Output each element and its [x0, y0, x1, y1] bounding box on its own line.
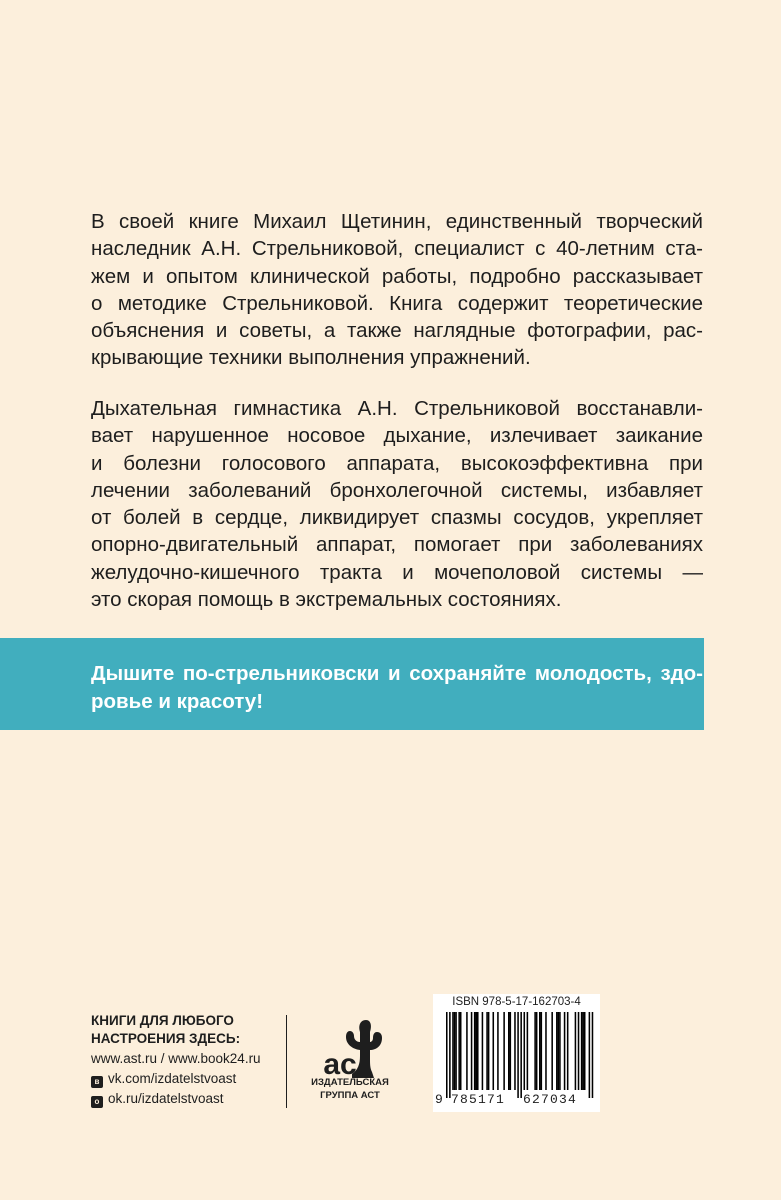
barcode-bar [452, 1012, 454, 1090]
barcode-bar [575, 1012, 577, 1090]
barcode-bar [510, 1012, 512, 1090]
barcode-bar [455, 1012, 457, 1090]
barcode-bar [454, 1012, 456, 1090]
description-paragraph-1 [91, 208, 703, 372]
barcode-bar [567, 1012, 569, 1090]
barcode-bar [536, 1012, 538, 1090]
description-line: наследник А.Н. Стрельниковой, специалист с 40-летним ста- [91, 237, 703, 261]
barcode-bar [471, 1012, 473, 1090]
description-line: о методике Стрельниковой. Книга содержит теоретические [91, 291, 703, 315]
barcode-bar [524, 1012, 526, 1090]
isbn-label: ISBN 978-5-17-162703-4 [452, 996, 581, 1008]
barcode-bar [446, 1012, 448, 1098]
barcode-bar [477, 1012, 479, 1090]
ok-icon: о [91, 1096, 103, 1108]
barcode-bar [551, 1012, 553, 1090]
barcode-bar [589, 1012, 591, 1098]
promo-block [91, 1012, 281, 1108]
barcode-bar [539, 1012, 541, 1090]
barcode-bar [514, 1012, 516, 1090]
barcode-bar [592, 1012, 594, 1098]
description-line: это скорая помощь в экстремальных состояниях. [91, 588, 562, 612]
barcode-bar [474, 1012, 476, 1090]
ean-first-digit: 9 [435, 1092, 445, 1107]
barcode-bar [582, 1012, 584, 1090]
barcode-bar [578, 1012, 580, 1090]
description-line: лечении заболеваний бронхолегочной системы, избавляет [91, 478, 703, 502]
description-line: вает нарушенное носовое дыхание, излечивает заикание [91, 424, 703, 448]
description-line: В своей книге Михаил Щетинин, единственный творческий [91, 210, 703, 233]
description-line: желудочно-кишечного тракта и мочеполовой системы — [91, 560, 703, 584]
barcode-bar [488, 1012, 490, 1090]
barcode-bar [458, 1012, 460, 1090]
description-line: Дыхательная гимнастика А.Н. Стрельниковой восстанавли- [91, 397, 703, 420]
description-line: крывающие техники выполнения упражнений. [91, 346, 531, 370]
promo-heading: КНИГИ ДЛЯ ЛЮБОГО [91, 1013, 234, 1028]
vk-link[interactable] [91, 1070, 281, 1088]
slogan-line: Дышите по-стрельниковски и сохраняйте молодость, здо- [91, 662, 703, 685]
ean-left-group: 785171 [451, 1092, 506, 1107]
barcode-bar [493, 1012, 495, 1090]
divider [286, 1015, 287, 1108]
barcode-bar [584, 1012, 586, 1090]
slogan-text [91, 660, 703, 715]
barcode-bar [460, 1012, 462, 1090]
barcode-bar [486, 1012, 488, 1090]
ean-right-group: 627034 [523, 1092, 578, 1107]
barcode-bar [564, 1012, 566, 1090]
barcode-bar [545, 1012, 547, 1090]
barcode-bar [581, 1012, 583, 1090]
barcode-bar [556, 1012, 558, 1090]
publisher-caption-line: ГРУППА АСТ [320, 1090, 380, 1101]
description-paragraph-2 [91, 395, 703, 613]
slogan-line: ровье и красоту! [91, 689, 264, 713]
barcode-bar [534, 1012, 536, 1090]
promo-heading: НАСТРОЕНИЯ ЗДЕСЬ: [91, 1031, 241, 1046]
barcode [433, 994, 600, 1112]
barcode-bar [517, 1012, 519, 1098]
barcode-bar [482, 1012, 484, 1090]
slogan-banner [0, 638, 704, 730]
barcode-bar [559, 1012, 561, 1090]
vk-icon: в [91, 1076, 103, 1088]
barcode-bar [508, 1012, 510, 1090]
vk-link-label: vk.com/izdatelstvoast [108, 1071, 237, 1086]
barcode-bar [527, 1012, 529, 1090]
description-line: жем и опытом клинической работы, подробно рассказывает [91, 264, 703, 288]
barcode-bar [449, 1012, 451, 1098]
barcode-bar [558, 1012, 560, 1090]
description-line: опорно-двигательный аппарат, помогает при заболеваниях [91, 533, 703, 557]
barcode-bar [475, 1012, 477, 1090]
description-line: объяснения и советы, а также наглядные фотографии, рас- [91, 319, 703, 343]
publisher-caption [300, 1076, 400, 1102]
barcode-bar [466, 1012, 468, 1090]
ast-logo-lettering: ас [323, 1048, 357, 1081]
barcode-bar [497, 1012, 499, 1090]
barcode-bar [503, 1012, 505, 1090]
description-line: и болезни голосового аппарата, высокоэффективна при [91, 451, 703, 475]
barcode-bar [520, 1012, 522, 1098]
barcode-bar [541, 1012, 543, 1090]
ok-link-label: ok.ru/izdatelstvoast [108, 1091, 224, 1106]
promo-sites-link[interactable]: www.ast.ru / www.book24.ru [91, 1051, 261, 1066]
publisher-caption-line: ИЗДАТЕЛЬСКАЯ [311, 1077, 389, 1088]
ok-link[interactable] [91, 1090, 281, 1108]
description-line: от болей в сердце, ликвидирует спазмы сосудов, укрепляет [91, 506, 703, 530]
